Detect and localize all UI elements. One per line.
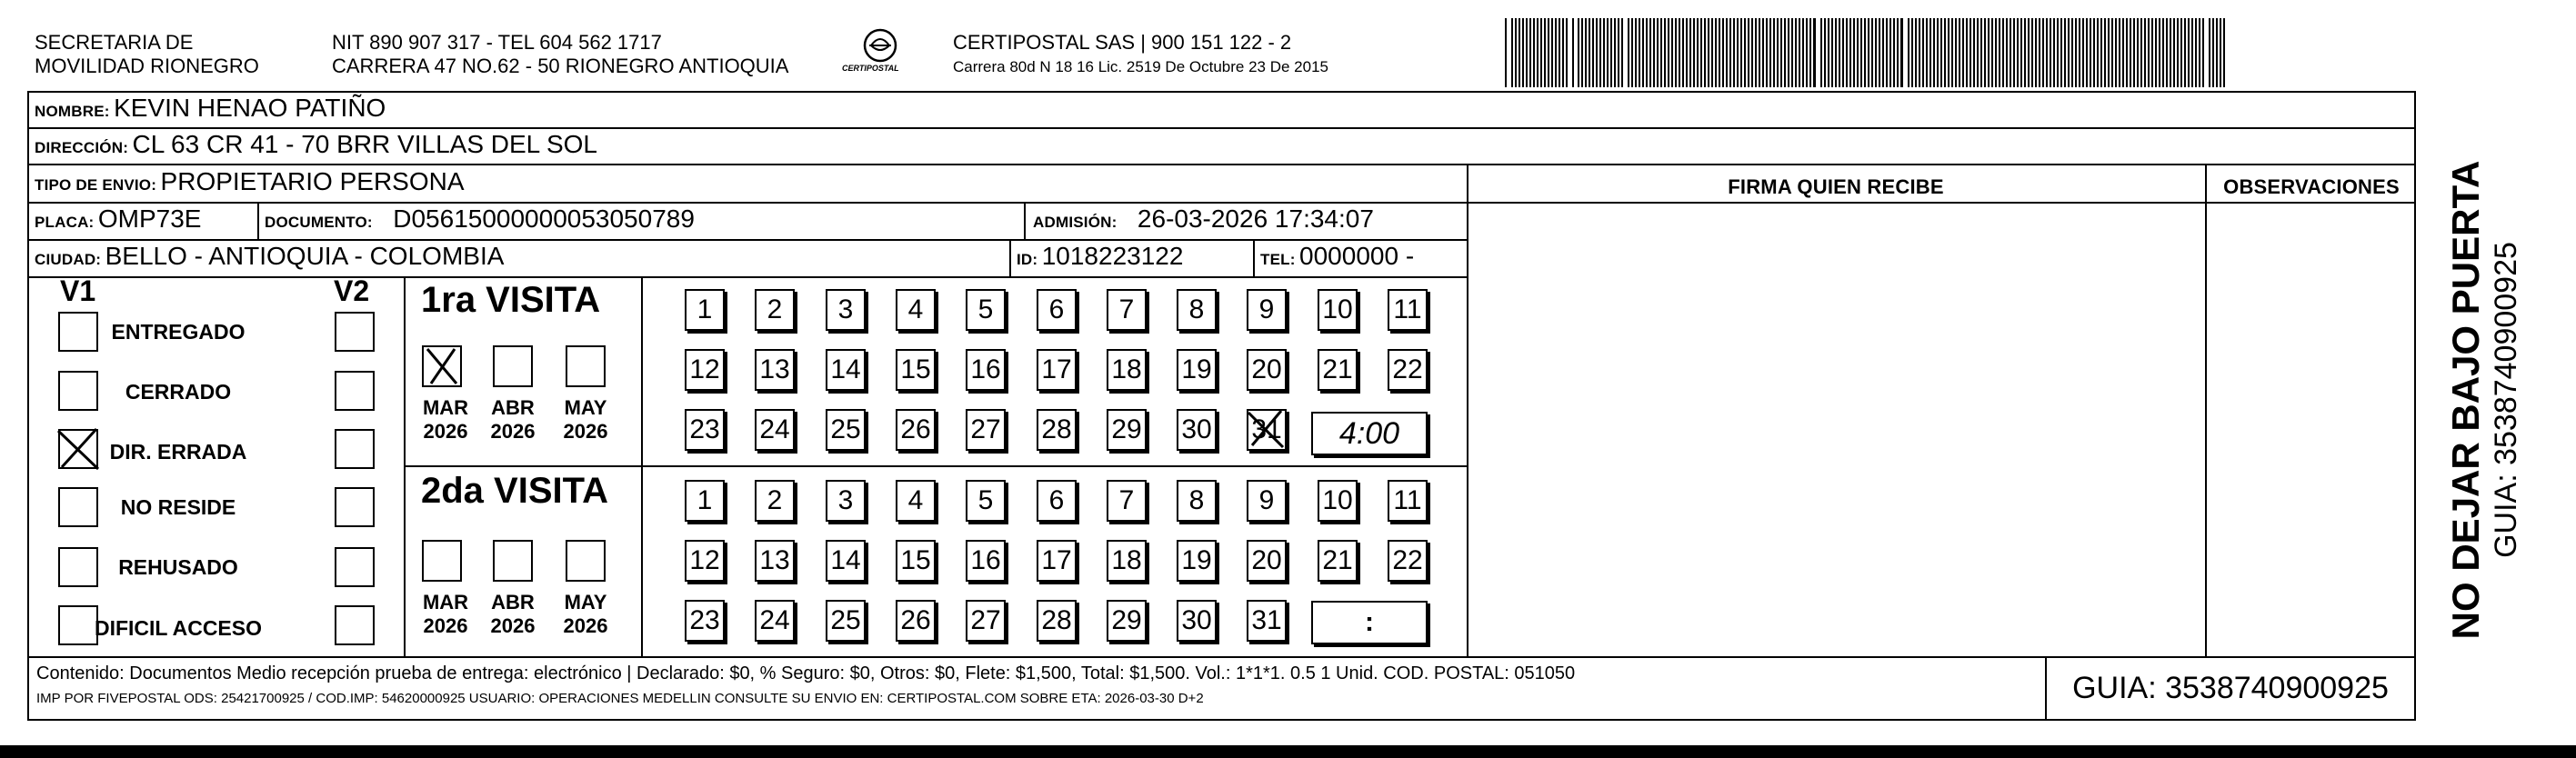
ciudad-label: CIUDAD: (35, 251, 102, 268)
visit1-day-8[interactable]: 8 (1177, 289, 1217, 331)
status-entregado: ENTREGADO (111, 320, 246, 344)
visit2-day-26[interactable]: 26 (896, 600, 936, 642)
visit1-day-29[interactable]: 29 (1107, 409, 1147, 451)
v2-checkbox-cerrado[interactable] (335, 371, 375, 411)
courier-info (953, 31, 1328, 76)
visit2-month-abr[interactable] (493, 540, 533, 582)
nombre-label: NOMBRE: (35, 103, 110, 120)
v1-label: V1 (60, 274, 96, 307)
visit2-day-11[interactable]: 11 (1388, 480, 1428, 522)
visit1-day-24[interactable]: 24 (755, 409, 795, 451)
tipo-label: TIPO DE ENVIO: (35, 176, 157, 194)
observaciones-header: OBSERVACIONES (2223, 175, 2400, 198)
visit1-month-abr[interactable] (493, 345, 533, 387)
side-warning: NO DEJAR BAJO PUERTA (2444, 160, 2487, 640)
visit1-time-box[interactable] (1311, 412, 1428, 455)
nombre-value: KEVIN HENAO PATIÑO (114, 94, 386, 122)
documento-row (265, 204, 695, 234)
direccion-label: DIRECCIÓN: (35, 139, 129, 156)
v1-checkbox-dir-errada[interactable] (58, 429, 98, 469)
visit1-day-12[interactable]: 12 (685, 349, 725, 391)
status-cerrado: CERRADO (125, 380, 232, 404)
visit1-day-11[interactable]: 11 (1388, 289, 1428, 331)
visit1-day-28[interactable]: 28 (1037, 409, 1077, 451)
visit2-day-5[interactable]: 5 (966, 480, 1006, 522)
status-dificil-acceso: DIFICIL ACCESO (94, 616, 262, 640)
visit2-day-30[interactable]: 30 (1177, 600, 1217, 642)
visit2-day-22[interactable]: 22 (1388, 540, 1428, 582)
visit1-day-21[interactable]: 21 (1318, 349, 1358, 391)
direccion-value: CL 63 CR 41 - 70 BRR VILLAS DEL SOL (132, 130, 598, 158)
visit2-day-4[interactable]: 4 (896, 480, 936, 522)
issuer-contact (332, 31, 788, 78)
visit1-day-22[interactable]: 22 (1388, 349, 1428, 391)
visit1-day-13[interactable]: 13 (755, 349, 795, 391)
footer-imp: IMP POR FIVEPOSTAL ODS: 25421700925 / COD.IMP: 54620000925 USUARIO: OPERACIONES MEDELLIN CONSULTE SU ENVIO EN: CERTIPOSTAL.COM SOBRE ETA: 2026-03-30 D+2 (36, 691, 1204, 706)
visit1-day-20[interactable]: 20 (1247, 349, 1287, 391)
visit2-day-1[interactable]: 1 (685, 480, 725, 522)
direccion-row (35, 130, 597, 159)
visit2-time: : (1365, 607, 1374, 637)
issuer-nit: NIT 890 907 317 - TEL 604 562 1717 (332, 31, 662, 54)
ciudad-row (35, 242, 504, 271)
courier-nit: CERTIPOSTAL SAS | 900 151 122 - 2 (953, 31, 1292, 54)
visit1-time: 4:00 (1338, 416, 1400, 451)
visit1-day-1[interactable]: 1 (685, 289, 725, 331)
placa-value: OMP73E (97, 204, 202, 233)
v1-checkbox-entregado[interactable] (58, 312, 98, 352)
issuer-address: CARRERA 47 NO.62 - 50 RIONEGRO ANTIOQUIA (332, 55, 789, 77)
firma-header: FIRMA QUIEN RECIBE (1728, 175, 1944, 198)
visit2-day-21[interactable]: 21 (1318, 540, 1358, 582)
visit2-label-may: MAY 2026 (563, 591, 608, 637)
visit2-day-18[interactable]: 18 (1107, 540, 1147, 582)
bottom-edge (0, 745, 2576, 758)
visit2-day-20[interactable]: 20 (1247, 540, 1287, 582)
admision-label: ADMISIÓN: (1033, 214, 1118, 231)
status-rehusado: REHUSADO (118, 555, 238, 579)
tel-label: TEL: (1260, 251, 1296, 268)
visit2-day-25[interactable]: 25 (826, 600, 866, 642)
footer-contenido: Contenido: Documentos Medio recepción prueba de entrega: electrónico | Declarado: $0, % Seguro: $0, Otros: $0, Flete: $1,500, Total: $1,500. Vol.: 1*1*1. 0.5 1 Unid. COD. POSTAL: 051050 (36, 663, 1576, 683)
visit1-day-17[interactable]: 17 (1037, 349, 1077, 391)
visit1-label-abr: ABR 2026 (490, 396, 536, 443)
visit2-day-14[interactable]: 14 (826, 540, 866, 582)
visit1-day-3[interactable]: 3 (826, 289, 866, 331)
visit2-day-8[interactable]: 8 (1177, 480, 1217, 522)
visit1-day-14[interactable]: 14 (826, 349, 866, 391)
visit2-day-19[interactable]: 19 (1177, 540, 1217, 582)
visit1-day-26[interactable]: 26 (896, 409, 936, 451)
status-no-reside: NO RESIDE (120, 495, 236, 519)
ciudad-value: BELLO - ANTIOQUIA - COLOMBIA (105, 242, 505, 270)
visit1-label-mar: MAR 2026 (422, 396, 469, 443)
v2-checkbox-dir-errada[interactable] (335, 429, 375, 469)
tel-value: 0000000 - (1299, 242, 1415, 270)
v2-checkbox-no-reside[interactable] (335, 487, 375, 527)
visit2-title: 2da VISITA (421, 471, 608, 511)
visit2-day-6[interactable]: 6 (1037, 480, 1077, 522)
documento-label: DOCUMENTO: (265, 214, 373, 231)
certipostal-logo (842, 27, 906, 82)
id-label: ID: (1017, 251, 1038, 268)
tel-row (1260, 242, 1414, 271)
check-mark-icon (55, 427, 104, 473)
footer-guia: GUIA: 3538740900925 (2072, 671, 2389, 705)
visit1-day-9[interactable]: 9 (1247, 289, 1287, 331)
visit2-day-17[interactable]: 17 (1037, 540, 1077, 582)
visit1-day-19[interactable]: 19 (1177, 349, 1217, 391)
visit2-day-23[interactable]: 23 (685, 600, 725, 642)
id-row (1017, 242, 1183, 271)
visit1-day-10[interactable]: 10 (1318, 289, 1358, 331)
visit1-label-may: MAY 2026 (563, 396, 608, 443)
status-dir-errada: DIR. ERRADA (109, 440, 247, 464)
v1-checkbox-rehusado[interactable] (58, 547, 98, 587)
visit2-day-27[interactable]: 27 (966, 600, 1006, 642)
visit1-day-31[interactable]: 31 (1247, 409, 1287, 451)
v1-checkbox-dificil-acceso[interactable] (58, 605, 98, 645)
admision-row (1033, 204, 1374, 234)
nombre-row (35, 94, 386, 123)
check-mark-icon (1245, 407, 1288, 453)
visit1-day-18[interactable]: 18 (1107, 349, 1147, 391)
visit2-time-box[interactable] (1311, 601, 1428, 644)
visit2-day-31[interactable]: 31 (1247, 600, 1287, 642)
v1-checkbox-no-reside[interactable] (58, 487, 98, 527)
v1-checkbox-cerrado[interactable] (58, 371, 98, 411)
v2-label: V2 (334, 274, 370, 307)
tipo-value: PROPIETARIO PERSONA (160, 167, 465, 195)
v2-checkbox-dificil-acceso[interactable] (335, 605, 375, 645)
visit1-day-23[interactable]: 23 (685, 409, 725, 451)
placa-row (35, 204, 201, 234)
visit1-day-30[interactable]: 30 (1177, 409, 1217, 451)
v2-checkbox-entregado[interactable] (335, 312, 375, 352)
issuer-line2: MOVILIDAD RIONEGRO (35, 55, 259, 77)
side-guia: GUIA: 3538740900925 (2489, 242, 2523, 558)
visit2-day-16[interactable]: 16 (966, 540, 1006, 582)
visit2-day-3[interactable]: 3 (826, 480, 866, 522)
visit1-day-7[interactable]: 7 (1107, 289, 1147, 331)
visit1-month-mar[interactable] (422, 345, 462, 387)
visit2-month-mar[interactable] (422, 540, 462, 582)
visit2-label-mar: MAR 2026 (422, 591, 469, 637)
visit2-label-abr: ABR 2026 (490, 591, 536, 637)
v2-checkbox-rehusado[interactable] (335, 547, 375, 587)
visit1-day-5[interactable]: 5 (966, 289, 1006, 331)
documento-value: D05615000000053050789 (393, 204, 695, 233)
placa-label: PLACA: (35, 214, 95, 231)
visit1-day-15[interactable]: 15 (896, 349, 936, 391)
logo-text: CERTIPOSTAL (842, 64, 899, 73)
visit1-day-25[interactable]: 25 (826, 409, 866, 451)
visit2-day-24[interactable]: 24 (755, 600, 795, 642)
visit2-day-13[interactable]: 13 (755, 540, 795, 582)
admision-value: 26-03-2026 17:34:07 (1137, 204, 1374, 233)
visit1-day-4[interactable]: 4 (896, 289, 936, 331)
visit2-day-2[interactable]: 2 (755, 480, 795, 522)
visit2-day-7[interactable]: 7 (1107, 480, 1147, 522)
visit2-day-10[interactable]: 10 (1318, 480, 1358, 522)
barcode (1505, 18, 2228, 87)
visit1-month-may[interactable] (566, 345, 606, 387)
check-mark-icon (422, 345, 462, 387)
tipo-row (35, 167, 465, 196)
visit1-title: 1ra VISITA (421, 280, 601, 320)
courier-license: Carrera 80d N 18 16 Lic. 2519 De Octubre 23 De 2015 (953, 58, 1328, 75)
visit2-day-9[interactable]: 9 (1247, 480, 1287, 522)
issuer-line1: SECRETARIA DE (35, 31, 194, 54)
visit1-day-27[interactable]: 27 (966, 409, 1006, 451)
issuer-org (35, 31, 259, 78)
visit2-day-15[interactable]: 15 (896, 540, 936, 582)
id-value: 1018223122 (1041, 242, 1184, 270)
visit2-month-may[interactable] (566, 540, 606, 582)
visit2-day-12[interactable]: 12 (685, 540, 725, 582)
visit1-day-16[interactable]: 16 (966, 349, 1006, 391)
visit2-day-28[interactable]: 28 (1037, 600, 1077, 642)
visit1-day-2[interactable]: 2 (755, 289, 795, 331)
visit2-day-29[interactable]: 29 (1107, 600, 1147, 642)
visit1-day-6[interactable]: 6 (1037, 289, 1077, 331)
